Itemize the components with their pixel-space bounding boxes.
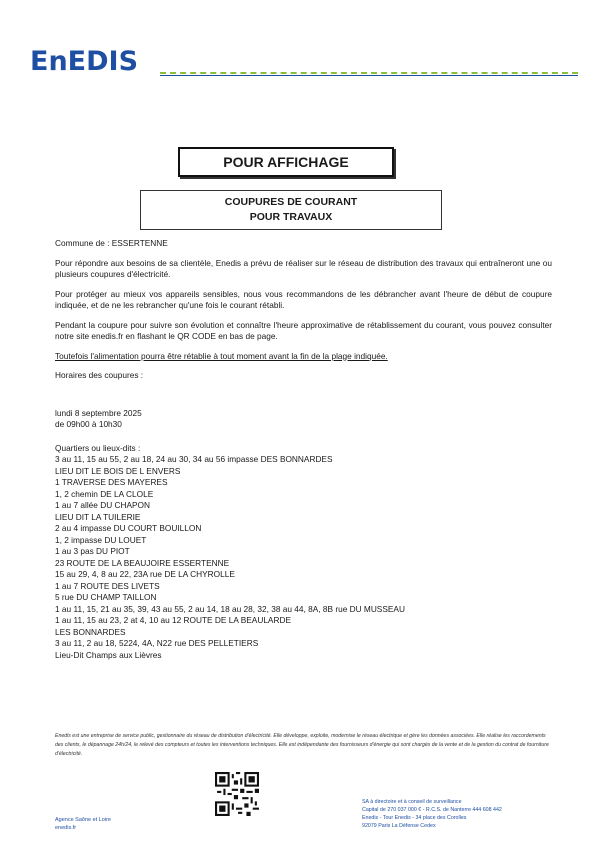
company-line: Capital de 270 037 000 € - R.C.S. de Nanterre 444 608 442 [362, 807, 502, 813]
company-line: Enedis - Tour Enedis - 34 place des Corolles [362, 815, 467, 821]
list-item: 1 au 7 allée DU CHAPON [55, 500, 150, 510]
list-item: 1 au 3 pas DU PIOT [55, 546, 130, 556]
commune-name: Commune de : ESSERTENNE [55, 238, 168, 248]
list-item: 1 au 11, 15 au 23, 2 at 4, 10 au 12 ROUTE DE LA BEAULARDE [55, 615, 291, 625]
list-item: 23 ROUTE DE LA BEAUJOIRE ESSERTENNE [55, 557, 230, 568]
notice-title-box [178, 147, 394, 177]
cut-time-range: de 09h00 à 10h30 [55, 419, 122, 429]
list-item: 5 rue DU CHAMP TAILLON [55, 592, 157, 602]
notice-title: POUR AFFICHAGE [223, 154, 349, 170]
horaires-label: Horaires des coupures : [55, 370, 144, 380]
list-item: Lieu-Dit Champs aux Lièvres [55, 649, 162, 660]
agency-name: Agence Saône et Loire [55, 817, 111, 823]
list-item: 2 au 4 impasse DU COURT BOUILLON [55, 523, 202, 533]
agency-website[interactable]: enedis.fr [55, 825, 77, 831]
legal-notice: Enedis est une entreprise de service public, gestionnaire du réseau de distribution d'électricité. Elle développe, exploite, modernise le réseau électrique et gère les données associées. Elle réalise les raccordements des clients, le dépannage 24h/24, le relevé des compteurs et toutes les interventions techniques. Elle est indépendante des fournisseurs d'énergie qui sont chargés de la vente et de la gestion du contrat de fourniture d'électricité. [55, 733, 549, 757]
company-line: 92079 Paris La Défense Cedex [362, 823, 436, 829]
cut-date: lundi 8 septembre 2025 [55, 407, 142, 418]
agency-info [55, 816, 111, 832]
list-item: 1 au 7 ROUTE DES LIVETS [55, 580, 160, 591]
list-item: LES BONNARDES [55, 626, 126, 637]
notice-subtitle-line1: COUPURES DE COURANT [224, 196, 358, 208]
header-divider [160, 75, 578, 76]
list-item: 1, 2 impasse DU LOUET [55, 534, 147, 545]
enedis-logo: EnEDIS [30, 46, 139, 77]
quartiers-list [55, 454, 552, 661]
list-item: 15 au 29, 4, 8 au 22, 23A rue DE LA CHYROLLE [55, 569, 235, 579]
list-item: 3 au 11, 15 au 55, 2 au 18, 24 au 30, 34 au 56 impasse DES BONNARDES [55, 454, 333, 464]
advice-paragraph: Pour protéger au mieux vos appareils sensibles, nous vous recommandons de les débrancher avant l'heure de début de coupure indiquée, et de ne les rebrancher qu'une fois le courant rétabli. [55, 288, 552, 310]
header-divider-dashed [160, 72, 578, 74]
list-item: LIEU DIT LE BOIS DE L ENVERS [55, 465, 181, 476]
company-line: SA à directoire et à conseil de surveillance [362, 799, 462, 805]
list-item: 1 au 11, 15, 21 au 35, 39, 43 au 55, 2 au 14, 18 au 28, 32, 38 au 44, 8A, 8B rue DU MUSSEAU [55, 603, 405, 614]
notice-subtitle-line2: POUR TRAVAUX [249, 211, 333, 223]
list-item: 1 TRAVERSE DES MAYERES [55, 477, 168, 487]
list-item: 3 au 11, 2 au 18, 5224, 4A, N22 rue DES PELLETIERS [55, 638, 259, 648]
warning-text: Toutefois l'alimentation pourra être rétablie à tout moment avant la fin de la plage indiquée. [55, 350, 388, 361]
company-info [362, 798, 502, 830]
info-paragraph: Pendant la coupure pour suivre son évolution et connaître l'heure approximative de rétablissement du courant, vous pouvez consulter notre site enedis.fr en flashant le QR CODE en bas de page. [55, 319, 552, 341]
qr-code-icon[interactable] [215, 772, 259, 816]
list-item: 1, 2 chemin DE LA CLOLE [55, 488, 154, 499]
notice-subtitle-box [140, 190, 442, 230]
notice-body [55, 238, 552, 661]
list-item: LIEU DIT LA TUILERIE [55, 511, 141, 522]
quartiers-label: Quartiers ou lieux-dits : [55, 442, 141, 453]
intro-paragraph: Pour répondre aux besoins de sa clientèle, Enedis a prévu de réaliser sur le réseau de distribution des travaux qui entraîneront une ou plusieurs coupures d'électricité. [55, 257, 552, 279]
